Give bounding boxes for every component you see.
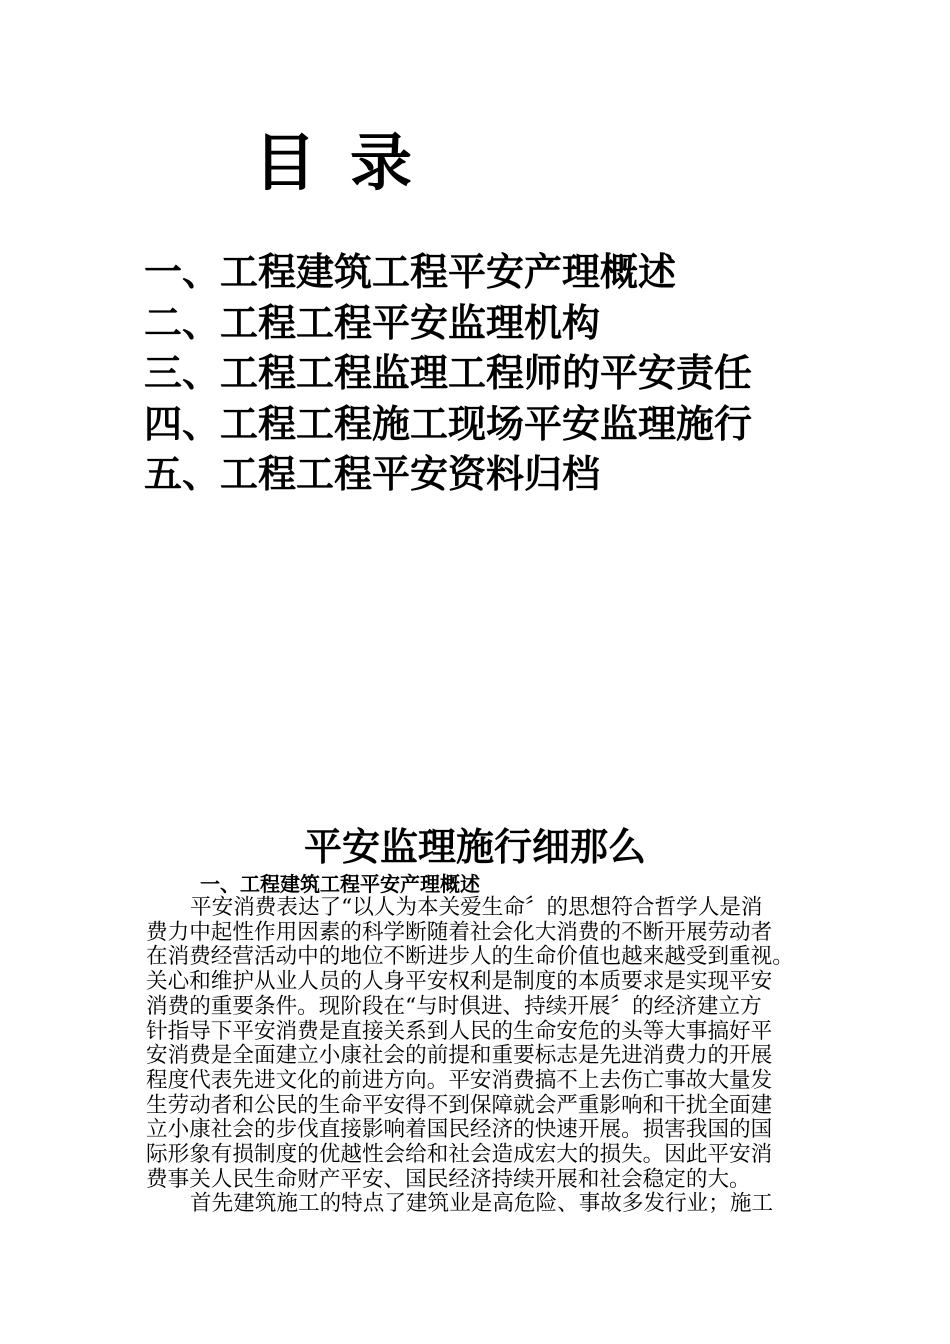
- toc-title: 目录: [254, 126, 447, 199]
- body-line: 关心和维护从业人员的人身平安权利是制度的本质要求是实现平安: [146, 969, 773, 995]
- toc-item[interactable]: 二、工程工程平安监理机构: [144, 300, 601, 345]
- toc-item[interactable]: 三、工程工程监理工程师的平安责任: [144, 351, 753, 395]
- body-line: 立小康社会的步伐直接影响着国民经济的快速开展。损害我国的国: [146, 1117, 773, 1143]
- body-line: 在消费经营活动中的地位不断进步人的生命价值也越来越受到重视。: [146, 944, 794, 970]
- document-title: 平安监理施行细那么: [303, 825, 646, 869]
- toc-list: [144, 247, 752, 500]
- body-line: 费力中起性作用因素的科学断随着社会化大消费的不断开展劳动者: [146, 919, 773, 945]
- toc-item[interactable]: 五、工程工程平安资料归档: [144, 452, 601, 496]
- body-line: 针指导下平安消费是直接关系到人民的生命安危的头等大事搞好平: [146, 1018, 773, 1044]
- body-line: 程度代表先进文化的前进方向。平安消费搞不上去伤亡事故大量发: [146, 1067, 773, 1093]
- body-line: 生劳动者和公民的生命平安得不到保障就会严重影响和干扰全面建: [146, 1092, 773, 1118]
- toc-item[interactable]: 一、工程建筑工程平安产理概述: [144, 250, 677, 294]
- body-line: 费事关人民生命财产平安、国民经济持续开展和社会稳定的大。: [146, 1166, 751, 1192]
- body-line: 安消费是全面建立小康社会的前提和重要标志是先进消费力的开展: [146, 1043, 773, 1069]
- body-line: 消费的重要条件。现阶段在“与时俱进、持续开展〞的经济建立方: [146, 993, 762, 1019]
- body-line: 首先建筑施工的特点了建筑业是高危险、事故多发行业；施工: [190, 1191, 774, 1217]
- body-text: [146, 896, 794, 1217]
- body-line: 平安消费表达了“以人为本关爱生命〞的思想符合哲学人是消: [190, 895, 763, 920]
- body-line: 际形象有损制度的优越性会给和社会造成宏大的损失。因此平安消: [146, 1142, 773, 1168]
- toc-item[interactable]: 四、工程工程施工现场平安监理施行: [144, 401, 753, 446]
- section-heading: 一、工程建筑工程平安产理概述: [200, 872, 480, 896]
